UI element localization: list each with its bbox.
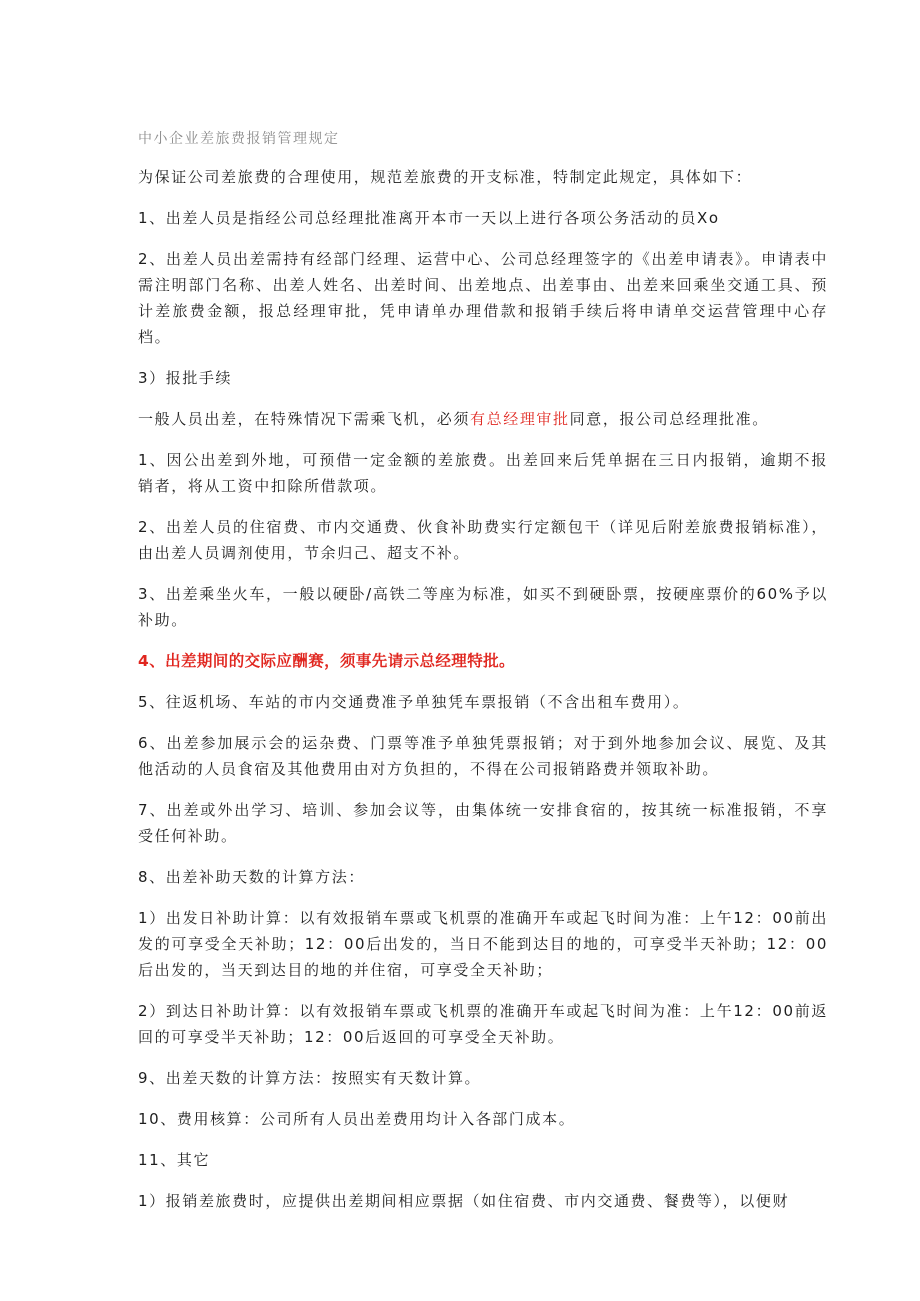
paragraph-11: 7、出差或外出学习、培训、参加会议等，由集体统一安排食宿的，按其统一标准报销，不享受任何补助。 — [138, 801, 828, 845]
paragraph-14: 2）到达日补助计算：以有效报销车票或飞机票的准确开车或起飞时间为准：上午12：00前返回的可享受半天补助；12：00后返回的可享受全天补助。 — [138, 1002, 828, 1046]
paragraph-7: 3、出差乘坐火车，一般以硬卧/高铁二等座为标准，如买不到硬卧票，按硬座票价的60%予以补助。 — [138, 585, 828, 629]
document-page — [138, 128, 828, 1229]
paragraph-4-highlight: 有总经理审批 — [470, 410, 570, 428]
paragraph-3: 3）报批手续 — [138, 369, 233, 387]
paragraph-13: 1）出发日补助计算：以有效报销车票或飞机票的准确开车或起飞时间为准：上午12：00前出发的可享受全天补助；12：00后出发的，当日不能到达目的地的，可享受半天补助；12：00后出发的，当天到达目的地的并住宿，可享受全天补助； — [138, 909, 828, 979]
paragraph-6: 2、出差人员的住宿费、市内交通费、伙食补助费实行定额包干（详见后附差旅费报销标准），由出差人员调剂使用，节余归己、超支不补。 — [138, 518, 828, 562]
paragraph-8 — [138, 648, 828, 674]
paragraph-17: 11、其它 — [138, 1151, 211, 1169]
paragraph-16: 10、费用核算：公司所有人员出差费用均计入各部门成本。 — [138, 1110, 576, 1128]
paragraph-4 — [138, 406, 828, 432]
document-title: 中小企业差旅费报销管理规定 — [138, 131, 340, 147]
paragraph-15: 9、出差天数的计算方法：按照实有天数计算。 — [138, 1069, 482, 1087]
paragraph-8-number: 4 — [138, 652, 150, 670]
paragraph-1: 1、出差人员是指经公司总经理批准离开本市一天以上进行各项公务活动的员Xo — [138, 209, 720, 227]
paragraph-10: 6、出差参加展示会的运杂费、门票等准予单独凭票报销；对于到外地参加会议、展览、及其他活动的人员食宿及其他费用由对方负担的，不得在公司报销路费并领取补助。 — [138, 734, 828, 778]
paragraph-5: 1、因公出差到外地，可预借一定金额的差旅费。出差回来后凭单据在三日内报销，逾期不报销者，将从工资中扣除所借款项。 — [138, 451, 828, 495]
paragraph-9: 5、往返机场、车站的市内交通费准予单独凭车票报销（不含出租车费用）。 — [138, 693, 690, 711]
intro-paragraph: 为保证公司差旅费的合理使用，规范差旅费的开支标准，特制定此规定，具体如下： — [138, 168, 753, 186]
paragraph-18: 1）报销差旅费时，应提供出差期间相应票据（如住宿费、市内交通费、餐费等），以便财 — [138, 1192, 790, 1210]
paragraph-8-text: 、出差期间的交际应酬赛，须事先请示总经理特批。 — [149, 652, 515, 670]
paragraph-2: 2、出差人员出差需持有经部门经理、运营中心、公司总经理签字的《出差申请表》。申请表中需注明部门名称、出差人姓名、出差时间、出差地点、出差事由、出差来回乘坐交通工具、预计差旅费金额，报总经理审批，凭申请单办理借款和报销手续后将申请单交运营管理中心存档。 — [138, 250, 828, 346]
paragraph-4-after: 同意，报公司总经理批准。 — [569, 410, 769, 428]
paragraph-4-before: 一般人员出差，在特殊情况下需乘飞机，必须 — [138, 410, 471, 428]
paragraph-12: 8、出差补助天数的计算方法： — [138, 868, 365, 886]
